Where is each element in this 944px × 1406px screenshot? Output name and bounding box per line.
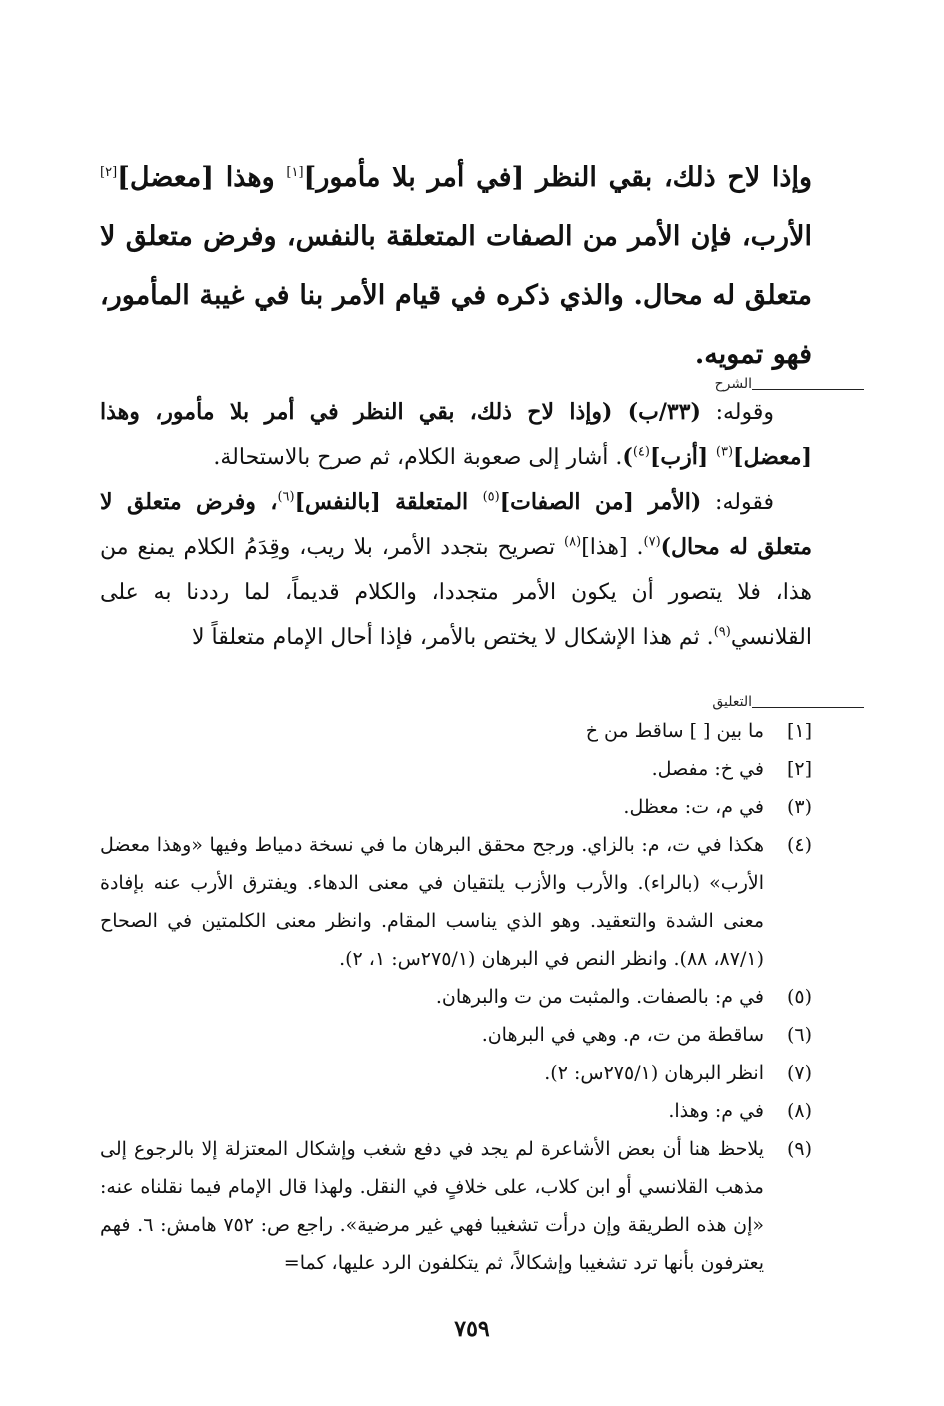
footnote-number: [٢] xyxy=(786,758,812,780)
page-number: ٧٥٩ xyxy=(454,1316,490,1342)
footnote-number: (٥) xyxy=(786,986,812,1008)
footnote xyxy=(100,712,812,750)
commentary-text xyxy=(100,390,812,660)
footnote-number: (٩) xyxy=(786,1138,812,1160)
footnote-text: ساقطة من ت، م. وهي في البرهان. xyxy=(481,1024,764,1046)
footnote xyxy=(100,826,812,978)
footnote-text: يلاحظ هنا أن بعض الأشاعرة لم يجد في دفع شغب وإشكال المعتزلة إلا بالرجوع إلى مذهب القلانسي أو ابن كلاب، على خلافٍ في النقل. ولهذا قال الإمام فيما نقلناه عنه: «إن هذه الطريقة وإن درأت تشغيبا فهي غير مرضية». راجع ص: ٧٥٢ هامش: ٦. فهم يعترفون بأنها ترد تشغيبا وإشكالاً، ثم يتكلفون الرد عليها، كما= xyxy=(100,1138,764,1274)
commentary-header xyxy=(715,372,864,392)
footnote-text: هكذا في ت، م: بالزاي. ورجح محقق البرهان ما في نسخة دمياط وفيها «وهذا معضل الأرب» (بالراء). والأرب والأزب يلتقيان في معنى الدهاء. ويفترق الأرب عنه بإفادة معنى الشدة والتعقيد. وهو الذي يناسب المقام. وانظر معنى الكلمتين في الصحاح (٨٧/١، ٨٨). وانظر النص في البرهان (٢٧٥/١س: ١، ٢). xyxy=(100,834,764,970)
main-text: وإذا لاح ذلك، بقي النظر [في أمر بلا مأمور][١] وهذا [معضل][٢] الأرب، فإن الأمر من الصفات المتعلقة بالنفس، وفرض متعلق لا متعلق له محال. والذي ذكره في قيام الأمر بنا في غيبة المأمور، فهو تمويه. xyxy=(100,162,812,370)
footnote-text: في م: وهذا. xyxy=(668,1100,764,1122)
footnote-number: (٨) xyxy=(786,1100,812,1122)
commentary-paragraph-1: وقوله: (٣٣/ب) (وإذا لاح ذلك، بقي النظر في أمر بلا مأمور، وهذا [معضل]$^{(٣)}$ [أزب]$^{(٤)}$). أشار إلى صعوبة الكلام، ثم صرح بالاستحالة. xyxy=(100,399,812,470)
footnote-number: (٤) xyxy=(786,834,812,856)
footnote xyxy=(100,750,812,788)
commentary-paragraph-2: فقوله: (الأمر [من الصفات]$^{(٥)}$ المتعلقة [بالنفس]$^{(٦)}$، وفرض متعلق لا متعلق له محال)$^{(٧)}$. [هذا]$^{(٨)}$ تصريح بتجدد الأمر، بلا ريب، وقِدَمُ الكلام يمنع من هذا، فلا يتصور أن يكون الأمر متجددا، والكلام قديماً، لما رددنا به على القلانسي$^{(٩)}$. ثم هذا الإشكال لا يختص بالأمر، فإذا أحال الإمام متعلقاً لا xyxy=(100,489,812,650)
footnote xyxy=(100,1130,812,1282)
footnote-text: في م: بالصفات. والمثبت من ت والبرهان. xyxy=(435,986,764,1008)
commentary-label: الشرح xyxy=(714,376,752,392)
footnote-text: في م، ت: معظل. xyxy=(623,796,764,818)
footnote-number: (٧) xyxy=(786,1062,812,1084)
footnote-text: ما بين [ ] ساقط من خ xyxy=(585,720,764,742)
footnotes xyxy=(100,712,812,1282)
footnotes-header xyxy=(712,690,864,710)
footnote xyxy=(100,978,812,1016)
footnote xyxy=(100,1054,812,1092)
footnote-text: انظر البرهان (٢٧٥/١س: ٢). xyxy=(544,1062,764,1084)
footnote-text: في خ: مفصل. xyxy=(651,758,764,780)
footnote-number: (٦) xyxy=(786,1024,812,1046)
footnote xyxy=(100,788,812,826)
footnotes-rule xyxy=(752,707,864,708)
footnote xyxy=(100,1016,812,1054)
footnote xyxy=(100,1092,812,1130)
footnote-number: (٣) xyxy=(786,796,812,818)
footnote-number: [١] xyxy=(786,720,812,742)
footnotes-label: التعليق xyxy=(712,694,752,710)
